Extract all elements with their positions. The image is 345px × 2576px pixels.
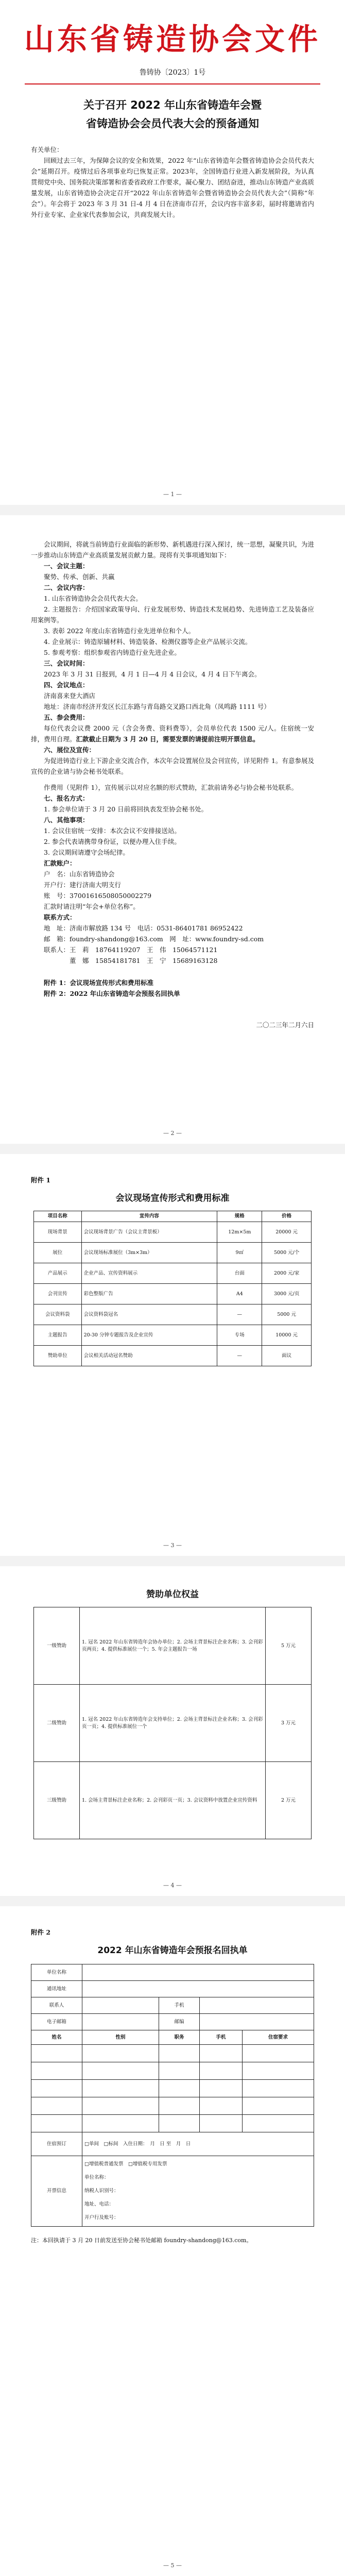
table-header: 规格 xyxy=(217,1211,262,1222)
section-heading: 三、会议时间： xyxy=(44,659,89,667)
form-field[interactable] xyxy=(82,2014,159,2030)
paragraph: 为促进铸造行业上下游企业交流合作，本次年会设置展位及会刊宣传，详见附件 1。有意参展及宣传的企业请与协会秘书处联系。 xyxy=(31,757,314,775)
attachment2-title: 2022 年山东省铸造年会预报名回执单 xyxy=(97,1945,248,1956)
attendee-cell[interactable] xyxy=(242,2115,314,2132)
attendee-cell[interactable] xyxy=(159,2115,200,2132)
pricing-table xyxy=(33,1211,312,1366)
form-label: 联系人 xyxy=(31,1997,82,2014)
invoice-block[interactable]: □增值税普通发票 □增值税专用发票 单位名称： 纳税人识别号： 地址、电话： 开户行及账号： xyxy=(82,2156,314,2227)
attendee-row xyxy=(31,2115,314,2132)
section-heading: 七、报名方式： xyxy=(44,794,89,802)
notice-body-cont xyxy=(0,515,345,1030)
paragraph: 地址：济南市经济开发区长江东路与青岛路交叉路口西北角（凤鸣路 1111 号） xyxy=(44,703,270,710)
list-item: 2. 主题报告：介绍国家政策导向、行业发展形势、铸造技术发展趋势、先进铸造工艺及装备应用案例等。 xyxy=(31,605,314,624)
table-cell: 彩色整版广告 xyxy=(81,1284,217,1304)
table-row xyxy=(34,1607,312,1685)
page-5 xyxy=(0,1906,345,2576)
org-title: 山东省铸造协会文件 xyxy=(24,22,321,57)
table-cell: A4 xyxy=(217,1284,262,1304)
paragraph: 作费用（见附件 1），宣传展示以对应名额的形式赞助，汇款前请务必与协会秘书处联系。 xyxy=(44,784,298,791)
section-heading: 六、展位及宣传： xyxy=(44,746,96,754)
table-cell: — xyxy=(217,1346,262,1366)
table-cell: 会议相关活动冠名赞助 xyxy=(81,1346,217,1366)
table-cell: 台面 xyxy=(217,1263,262,1284)
table-row xyxy=(34,1263,312,1284)
table-header: 宣传内容 xyxy=(81,1211,217,1222)
form-label: 通讯地址 xyxy=(31,1981,82,1997)
form-field[interactable] xyxy=(82,1997,159,2014)
attachment-ref: 附件 2：2022 年山东省铸造年会预报名回执单 xyxy=(44,990,180,997)
section-heading: 八、其他事项： xyxy=(44,816,89,824)
form-field[interactable] xyxy=(200,1997,314,2014)
table-header: 项目名称 xyxy=(34,1211,82,1222)
list-item: 1. 山东省铸造协会会员代表大会。 xyxy=(44,595,142,602)
table-cell: 2000 元/家 xyxy=(262,1263,312,1284)
table-header: 性别 xyxy=(82,2030,159,2045)
attendee-cell[interactable] xyxy=(242,2062,314,2080)
table-cell: 二级赞助 xyxy=(34,1685,80,1762)
table-cell: 5 万元 xyxy=(266,1607,312,1685)
table-cell: 主题报告 xyxy=(34,1325,82,1346)
attendee-cell[interactable] xyxy=(242,2080,314,2097)
notice-body xyxy=(0,144,345,220)
table-header: 价格 xyxy=(262,1211,312,1222)
list-item: 5. 参观考察：组织参观省内铸造行业先进企业。 xyxy=(44,649,181,656)
page-3 xyxy=(0,1154,345,1556)
attendee-cell[interactable] xyxy=(31,2045,82,2062)
table-cell: 12m×5m xyxy=(217,1222,262,1243)
attendee-cell[interactable] xyxy=(159,2045,200,2062)
table-cell: 面议 xyxy=(262,1346,312,1366)
sponsor-table xyxy=(33,1607,312,1839)
paragraph: 聚势、传承、创新、共赢 xyxy=(44,573,115,581)
table-row xyxy=(34,1762,312,1839)
table-cell: 会议资料袋 xyxy=(34,1304,82,1325)
table-header: 手机 xyxy=(200,2030,243,2045)
form-field[interactable] xyxy=(200,2014,314,2030)
list-item: 3. 表彰 2022 年度山东省铸造行业先进单位和个人。 xyxy=(44,627,195,635)
red-divider xyxy=(25,83,320,84)
attendee-cell[interactable] xyxy=(159,2097,200,2115)
attendee-cell[interactable] xyxy=(242,2097,314,2115)
issue-date: 二〇二三年二月六日 xyxy=(256,1021,314,1029)
bank-line: 户 名：山东省铸造协会 xyxy=(44,870,115,878)
attendee-cell[interactable] xyxy=(82,2045,159,2062)
section-heading: 五、参会费用： xyxy=(44,714,89,721)
attendee-cell[interactable] xyxy=(82,2097,159,2115)
attendee-row xyxy=(31,2062,314,2080)
form-label: 邮编 xyxy=(159,2014,200,2030)
form-field[interactable] xyxy=(82,1964,314,1981)
bank-note: 汇款时请注明“年会+单位名称”。 xyxy=(44,903,140,910)
form-note: 注：本回执请于 3 月 20 日前发送至协会秘书处邮箱 foundry-shandong@163.com。 xyxy=(31,2237,252,2244)
table-row xyxy=(34,1222,312,1243)
form-label: 电子邮箱 xyxy=(31,2014,82,2030)
table-cell: 20000 元 xyxy=(262,1222,312,1243)
notice-title: 关于召开 2022 年山东省铸造年会暨 省铸造协会会员代表大会的预备通知 xyxy=(83,99,262,130)
table-cell: 5000 元/个 xyxy=(262,1243,312,1263)
list-item: 1. 会议住宿统一安排：本次会议不安排接送站。 xyxy=(44,827,181,835)
attachment-label: 附件 2 xyxy=(31,1928,51,1936)
table-row xyxy=(34,1685,312,1762)
table-header: 姓名 xyxy=(31,2030,82,2045)
table-cell: 三级赞助 xyxy=(34,1762,80,1839)
attendee-row xyxy=(31,2097,314,2115)
table-row xyxy=(34,1325,312,1346)
table-row xyxy=(34,1284,312,1304)
form-label: 单位名称 xyxy=(31,1964,82,1981)
table-cell: 现场背景 xyxy=(34,1222,82,1243)
attendee-cell[interactable] xyxy=(200,2115,243,2132)
list-item: 4. 企业展示：铸造原辅材料、铸造装备、检测仪器等企业产品展示交流。 xyxy=(44,638,252,646)
section-heading: 联系方式： xyxy=(44,913,76,921)
attendee-rows xyxy=(31,2045,314,2132)
paragraph: 每位代表会议费 2000 元（含会务费、资料费等），会员单位代表 1500 元/人。住宿统一安排，费用自理。汇款截止日期为 3 月 20 日，需要发票的请提前注明开票信息。 xyxy=(31,724,314,743)
doc-number: 鲁铸协〔2023〕1号 xyxy=(139,69,206,77)
salutation: 有关单位： xyxy=(31,146,63,154)
table-cell: 1. 冠名 2022 年山东省铸造年会协办单位；2. 会场主背景标注企业名称；3. 会刊彩页两页；4. 提供标准展位一个；5. 年会主题报告一场 xyxy=(80,1607,266,1685)
table-cell: 会议现场标准展位（3m×3m） xyxy=(81,1243,217,1263)
page-number: — 2 — xyxy=(163,1130,182,1137)
table-cell: 企业产品、宣传资料展示 xyxy=(81,1263,217,1284)
table-header: 职务 xyxy=(159,2030,200,2045)
bank-line: 开户行：建行济南大明支行 xyxy=(44,881,122,889)
attendee-cell[interactable] xyxy=(82,2062,159,2080)
attendee-cell[interactable] xyxy=(159,2080,200,2097)
table-cell: 1. 冠名 2022 年山东省铸造年会支持单位；2. 会场主背景标注企业名称；3. 会刊彩页一页；4. 提供标准展位一个 xyxy=(80,1685,266,1762)
page-number: — 4 — xyxy=(163,1882,182,1889)
form-label: 开票信息 xyxy=(31,2156,82,2227)
attachment-label: 附件 1 xyxy=(31,1176,51,1184)
form-label: 手机 xyxy=(159,1997,200,2014)
paragraph: 会议期间，将就当前铸造行业面临的新形势、新机遇进行深入探讨，统一思想，凝聚共识，为进一步推动山东铸造产业高质量发展贡献力量。现将有关事项通知如下： xyxy=(31,540,315,559)
table-cell: 10000 元 xyxy=(262,1325,312,1346)
sponsor-title: 赞助单位权益 xyxy=(146,1589,199,1600)
registration-form xyxy=(31,1964,314,2227)
section-heading: 一、会议主题： xyxy=(44,562,89,570)
form-field[interactable] xyxy=(82,1981,314,1997)
table-cell: 9㎡ xyxy=(217,1243,262,1263)
page-4 xyxy=(0,1566,345,1896)
table-cell: 会议现场背景广告（会议主背景板） xyxy=(81,1222,217,1243)
section-heading: 二、会议内容： xyxy=(44,584,89,591)
table-cell: 3000 元/页 xyxy=(262,1284,312,1304)
table-cell: 20-30 分钟专题报告及企业宣传 xyxy=(81,1325,217,1346)
attachment-ref: 附件 1：会议现场宣传形式和费用标准 xyxy=(44,979,154,987)
table-cell: 产品展示 xyxy=(34,1263,82,1284)
attendee-cell[interactable] xyxy=(159,2062,200,2080)
page-1 xyxy=(0,0,345,505)
table-cell: 专场 xyxy=(217,1325,262,1346)
paragraph: 2023 年 3 月 31 日报到，4 月 1 日—4 月 4 日会议，4 月 4 日下午离会。 xyxy=(44,670,261,678)
attendee-cell[interactable] xyxy=(31,2062,82,2080)
page-number: — 3 — xyxy=(163,1542,182,1549)
table-cell: 会刊宣传 xyxy=(34,1284,82,1304)
contact-line: 董 娜 15854181781 王 宁 15689163128 xyxy=(44,957,218,964)
attachment1-title: 会议现场宣传形式和费用标准 xyxy=(115,1193,230,1204)
contact-line: 地 址：济南市解放路 134 号 电话：0531-86401781 86952422 xyxy=(44,924,243,932)
paragraph: 济南喜来登大酒店 xyxy=(44,692,96,700)
attendee-cell[interactable] xyxy=(200,2097,243,2115)
bank-line: 账 号：37001616508050002279 xyxy=(44,892,152,900)
table-row xyxy=(34,1346,312,1366)
attendee-cell[interactable] xyxy=(200,2080,243,2097)
page-2 xyxy=(0,515,345,1144)
form-label: 住宿预订 xyxy=(31,2132,82,2156)
list-item: 2. 参会代表请携带身份证，以便办理入住手续。 xyxy=(44,838,181,845)
attendee-cell[interactable] xyxy=(82,2080,159,2097)
sponsor-table-body xyxy=(34,1607,312,1839)
table-cell: 2 万元 xyxy=(266,1762,312,1839)
attendee-row xyxy=(31,2045,314,2062)
attendee-cell[interactable] xyxy=(31,2080,82,2097)
table-cell: 1. 会场主背景标注企业名称；2. 会刊彩页一页；3. 会议资料中放置企业宣传资料 xyxy=(80,1762,266,1839)
page-number: — 1 — xyxy=(163,491,182,498)
attendee-cell[interactable] xyxy=(82,2115,159,2132)
attendee-row xyxy=(31,2080,314,2097)
table-cell: 会议资料袋冠名 xyxy=(81,1304,217,1325)
table-cell: — xyxy=(217,1304,262,1325)
attendee-cell[interactable] xyxy=(200,2045,243,2062)
attendee-cell[interactable] xyxy=(200,2062,243,2080)
table-row xyxy=(34,1304,312,1325)
room-options[interactable]: □单间 □标间 入住日期： 月 日 至 月 日 xyxy=(82,2132,314,2156)
attendee-cell[interactable] xyxy=(31,2115,82,2132)
table-cell: 3 万元 xyxy=(266,1685,312,1762)
table-cell: 展位 xyxy=(34,1243,82,1263)
attendee-cell[interactable] xyxy=(242,2045,314,2062)
table-cell: 5000 元 xyxy=(262,1304,312,1325)
list-item: 3. 会议期间请遵守会场纪律。 xyxy=(44,849,129,856)
attendee-cell[interactable] xyxy=(31,2097,82,2115)
section-heading: 汇款账户： xyxy=(44,859,76,867)
paragraph: 回顾过去三年，为保障会议的安全和效果，2022 年“山东省铸造年会暨省铸造协会会员代表大会”延期召开。疫情过后各项事业均已恢复正常。2023年，全国铸造行业进入新发展阶段，为认真贯彻党中央、国务院决策部署和省委省政府工作要求，凝心聚力、团结奋进，推动山东铸造产业高质量发展，山东省铸造协会决定召开“2022 年山东省铸造年会暨省铸造协会会员代表大会”（简称“年会”）。年会将于 2023 年 3 月 31 日-4 月 4 日在济南市召开，会议内容丰富多彩，届时将邀请省内外行业专家、企业家代表参加会议，共商发展大计。 xyxy=(31,157,315,218)
table-row xyxy=(34,1243,312,1263)
contact-line: 邮 箱：foundry-shandong@163.com 网 址：www.foundry-sd.com xyxy=(44,935,264,943)
section-heading: 四、会议地点： xyxy=(44,681,89,689)
table-cell: 赞助单位 xyxy=(34,1346,82,1366)
table-cell: 一级赞助 xyxy=(34,1607,80,1685)
table-header: 住宿要求 xyxy=(242,2030,314,2045)
pricing-table-body xyxy=(34,1222,312,1366)
paragraph: 1. 参会单位请于 3 月 20 日前将回执表发至协会秘书处。 xyxy=(44,805,208,813)
page-number: — 5 — xyxy=(163,2562,182,2569)
contact-line: 联系人：王 莉 18764119207 王 伟 15064571121 xyxy=(44,946,218,954)
